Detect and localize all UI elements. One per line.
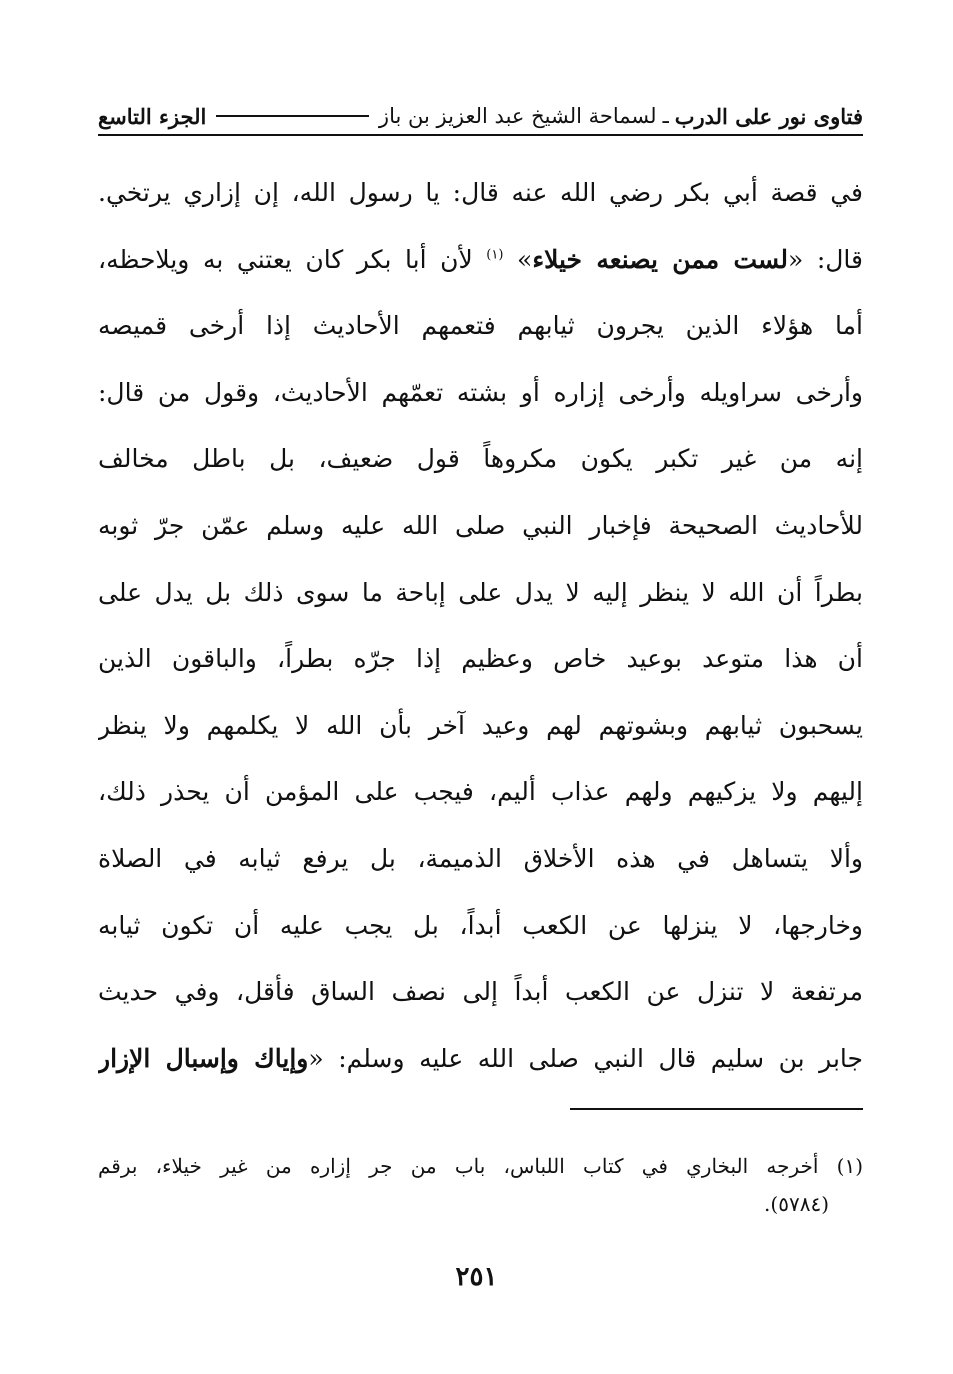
text-line-4: وأرخى سراويله وأرخى إزاره أو بشته تعمّهم الأحاديث، وقول من قال:	[98, 377, 863, 407]
text-line-13: مرتفعة لا تنزل عن الكعب أبداً إلى نصف الساق فأقل، وفي حديث	[98, 977, 863, 1007]
book-title: فتاوى نور على الدرب	[674, 103, 863, 129]
text-line-10: إليهم ولا يزكيهم ولهم عذاب أليم، فيجب على المؤمن أن يحذر ذلك،	[98, 777, 863, 807]
footnote-text: أخرجه البخاري في كتاب اللباس، باب من جر إزاره من غير خيلاء، برقم	[98, 1154, 819, 1178]
text-line-2	[98, 227, 863, 294]
line2-end: لأن أبا بكر كان يعتني به ويلاحظه،	[98, 244, 487, 274]
footnote-number: (١)	[836, 1154, 863, 1178]
text-line-1: في قصة أبي بكر رضي الله عنه قال: يا رسول الله، إن إزاري يرتخي.	[98, 178, 863, 207]
quoted-hadith-2: وإياك وإسبال الإزار	[98, 1043, 309, 1073]
footnote-reference[interactable]: (١)	[486, 247, 504, 263]
footnotes	[98, 1147, 863, 1223]
running-header	[98, 98, 863, 136]
text-line-11: وألا يتساهل في هذه الأخلاق الذميمة، بل يرفع ثيابه في الصلاة	[98, 843, 863, 873]
text-line-12: وخارجها، لا ينزلها عن الكعب أبداً، بل يجب عليه أن تكون ثيابه	[98, 910, 863, 940]
line2-close-quote: »	[517, 244, 533, 274]
quoted-hadith: لست ممن يصنعه خيلاء	[532, 244, 788, 274]
text-line-14	[98, 1026, 863, 1093]
text-line-3: أما هؤلاء الذين يجرون ثيابهم فتعمهم الأحاديث إذا أرخى قميصه	[98, 311, 863, 341]
header-dash: ـ	[662, 104, 669, 128]
page-number: ٢٥١	[455, 1262, 498, 1292]
text-line-5: إنه من غير تكبر يكون مكروهاً قول ضعيف، بل باطل مخالف	[98, 444, 863, 474]
footnote-1	[98, 1147, 863, 1185]
text-line-6: للأحاديث الصحيحة فإخبار النبي صلى الله عليه وسلم عمّن جرّ ثوبه	[98, 510, 863, 540]
part-label: الجزء التاسع	[98, 103, 207, 129]
text-line-8: أن هذا متوعد بوعيد خاص وعظيم إذا جرّه بطراً، والباقون الذين	[98, 644, 863, 674]
footnote-separator	[570, 1108, 863, 1110]
author-name: لسماحة الشيخ عبد العزيز بن باز	[378, 104, 657, 128]
line2-start: قال: «	[787, 244, 863, 274]
text-line-7: بطراً أن الله لا ينظر إليه لا يدل على إباحة ما سوى ذلك بل يدل على	[98, 577, 863, 607]
footnote-1-continuation: (٥٧٨٤).	[764, 1192, 829, 1216]
line14-start: جابر بن سليم قال النبي صلى الله عليه وسلم: «	[308, 1043, 863, 1073]
body-text	[98, 160, 863, 1092]
text-line-9: يسحبون ثيابهم وبشوتهم لهم وعيد آخر بأن الله لا يكلمهم ولا ينظر	[98, 710, 863, 740]
header-rule	[216, 115, 369, 117]
